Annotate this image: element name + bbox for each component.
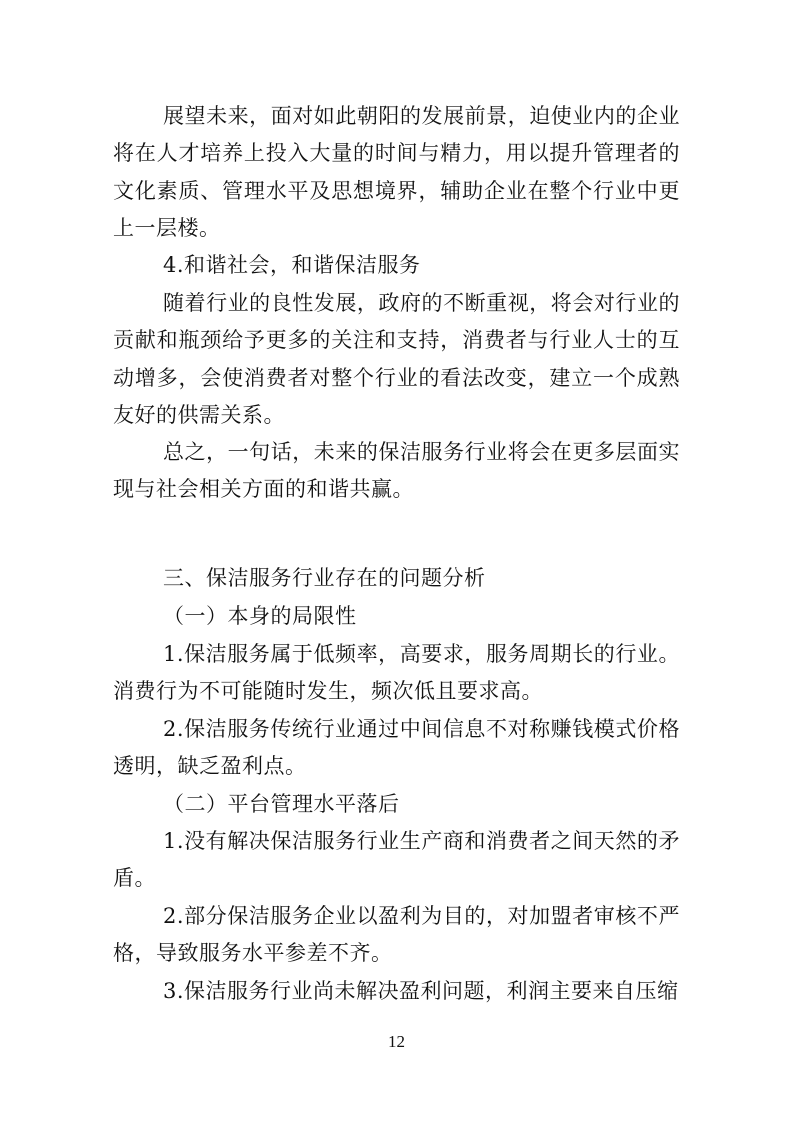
subheading-platform-management: （二）平台管理水平落后 <box>163 792 400 816</box>
paragraph-conclusion: 总之，一句话，未来的保洁服务行业将会在更多层面实现与社会相关方面的和谐共赢。 <box>113 440 680 502</box>
page-number: 12 <box>388 1032 405 1051</box>
section-heading-problems: 三、保洁服务行业存在的问题分析 <box>163 566 486 590</box>
heading-harmonious-society: 4.和谐社会，和谐保洁服务 <box>163 253 421 277</box>
paragraph-outlook: 展望未来，面对如此朝阳的发展前景，迫使业内的企业将在人才培养上投入大量的时间与精力，用以提升管理者的文化素质、管理水平及思想境界，辅助企业在整个行业中更上一层楼。 <box>113 104 680 240</box>
subheading-limitations: （一）本身的局限性 <box>163 604 357 628</box>
paragraph-management-1: 1.没有解决保洁服务行业生产商和消费者之间天然的矛盾。 <box>113 829 680 891</box>
paragraph-limitation-2: 2.保洁服务传统行业通过中间信息不对称赚钱模式价格透明，缺乏盈利点。 <box>113 717 680 779</box>
paragraph-industry-development: 随着行业的良性发展，政府的不断重视，将会对行业的贡献和瓶颈给予更多的关注和支持，消费者与行业人士的互动增多，会使消费者对整个行业的看法改变，建立一个成熟友好的供需关系。 <box>113 291 680 427</box>
paragraph-limitation-1: 1.保洁服务属于低频率，高要求，服务周期长的行业。消费行为不可能随时发生，频次低且要求高。 <box>113 642 680 704</box>
paragraph-management-2: 2.部分保洁服务企业以盈利为目的，对加盟者审核不严格，导致服务水平参差不齐。 <box>113 904 680 966</box>
paragraph-management-3: 3.保洁服务行业尚未解决盈利问题，利润主要来自压缩 <box>163 979 679 1003</box>
